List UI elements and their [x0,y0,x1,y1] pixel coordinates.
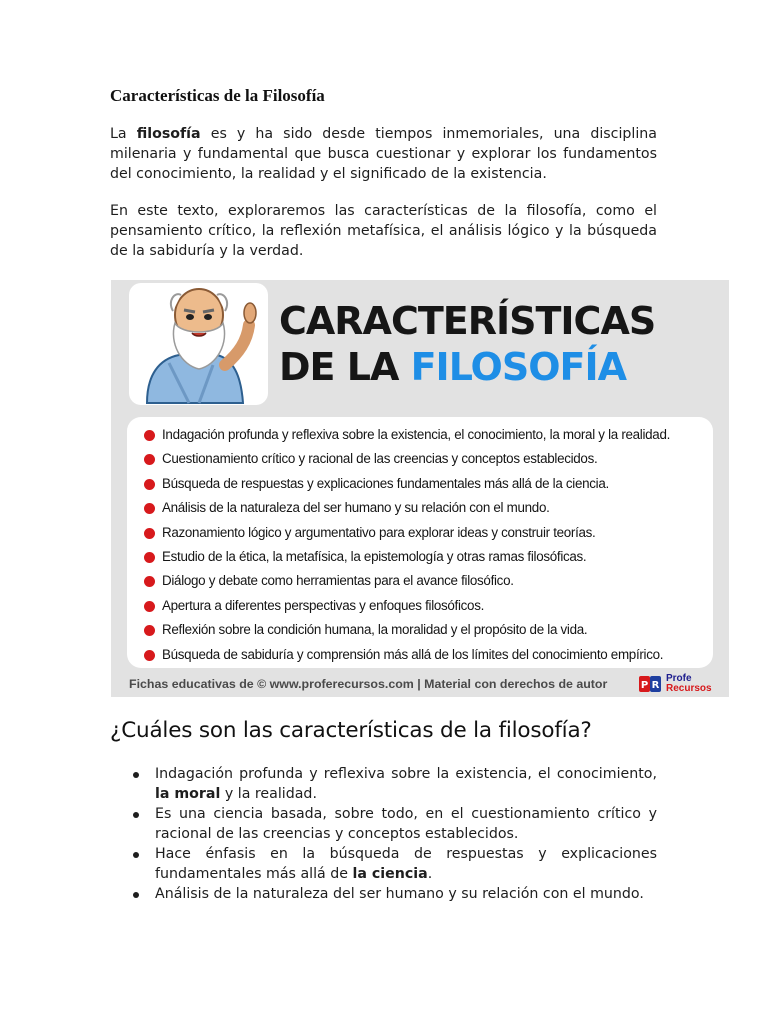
bullet-dot-icon [144,601,155,612]
profe-recursos-logo [639,674,729,694]
bullet-dot-icon [144,503,155,514]
characteristic-item [127,594,713,618]
bullet-list [110,764,657,904]
bullet-dot-icon [144,625,155,636]
characteristic-item [127,545,713,569]
footer-right: Material con derechos de autor [424,677,608,691]
bullet-icon [133,812,139,818]
characteristics-list [127,417,713,667]
infographic-footer [129,674,729,694]
bullet-dot-icon [144,528,155,539]
bullet-text: Hace énfasis en la búsqueda de respuestas y explicaciones fundamentales más allá de [155,846,657,882]
title-line-2-part-a: DE LA [279,345,411,389]
bullet-dot-icon [144,479,155,490]
bullet-dot-icon [144,650,155,661]
characteristic-item [127,447,713,471]
svg-text:P: P [640,680,649,691]
characteristic-item [127,643,713,667]
characteristic-text: Búsqueda de respuestas y explicaciones fundamentales más allá de la ciencia. [162,475,609,491]
characteristic-item [127,423,713,447]
bullet-text: Indagación profunda y reflexiva sobre la existencia, el conocimiento, [155,766,657,782]
characteristic-text: Búsqueda de sabiduría y comprensión más allá de los límites del conocimiento empírico. [162,646,664,662]
infographic [111,280,729,697]
bullet-dot-icon [144,576,155,587]
characteristic-text: Apertura a diferentes perspectivas y enfoques filosóficos. [162,597,485,613]
characteristic-text: Reflexión sobre la condición humana, la moralidad y el propósito de la vida. [162,622,588,638]
characteristic-text: Análisis de la naturaleza del ser humano y su relación con el mundo. [162,500,550,516]
characteristic-text: Indagación profunda y reflexiva sobre la existencia, el conocimiento, la moral y la realidad. [162,427,671,442]
characteristic-item [127,496,713,520]
bullet-text: Análisis de la naturaleza del ser humano y su relación con el mundo. [155,886,644,902]
title-line-2 [279,344,655,390]
footer-left: Fichas educativas de © www.proferecursos.com | [129,677,421,691]
intro-paragraph [110,124,657,184]
title-line-2-accent: FILOSOFÍA [410,345,627,389]
svg-text:R: R [651,680,660,691]
bullet-item [110,804,657,844]
logo-text [666,674,712,694]
characteristic-item [127,569,713,593]
title-line-1: CARACTERÍSTICAS [279,299,656,343]
bullet-bold-text: la ciencia [352,866,428,882]
philosopher-illustration [129,283,268,405]
bullet-item [110,844,657,884]
bullet-bold-text: la moral [155,786,221,802]
bullet-text: Es una ciencia basada, sobre todo, en el cuestionamiento crítico y racional de las creencias y conceptos establecidos. [155,806,657,842]
intro-post: es y ha sido desde tiempos inmemoriales, una disciplina milenaria y fundamental que busca cuestionar y explorar los fundamentos del conocimiento, la realidad y el significado de la existencia. [110,126,657,182]
second-paragraph: En este texto, exploraremos las características de la filosofía, como el pensamiento crítico, la reflexión metafísica, el análisis lógico y la búsqueda de la sabiduría y la verdad. [110,203,657,259]
intro-pre: La [110,126,137,142]
logo-icon [639,674,663,694]
bullet-icon [133,772,139,778]
bullet-dot-icon [144,454,155,465]
bullet-text-end: . [427,866,433,882]
intro-term: filosofía [136,126,201,142]
characteristic-text: Estudio de la ética, la metafísica, la epistemología y otras ramas filosóficas. [162,548,587,564]
bullet-dot-icon [144,430,155,441]
characteristic-text: Cuestionamiento crítico y racional de las creencias y conceptos establecidos. [162,451,598,467]
bullet-item [110,764,657,804]
characteristic-text: Diálogo y debate como herramientas para el avance filosófico. [162,573,514,589]
bullet-icon [133,852,139,858]
logo-top: Profe [666,673,692,684]
bullet-item [110,884,657,904]
characteristic-item [127,521,713,545]
characteristic-item [127,618,713,642]
bullet-icon [133,892,139,898]
bullet-dot-icon [144,552,155,563]
infographic-title [279,298,655,390]
philosopher-icon [129,283,268,405]
logo-bottom: Recursos [666,683,712,694]
section-heading: ¿Cuáles son las características de la filosofía? [110,718,592,743]
bullet-text-end: y la realidad. [220,786,317,802]
characteristic-text: Razonamiento lógico y argumentativo para explorar ideas y construir teorías. [162,524,596,540]
document-title: Características de la Filosofía [110,86,325,105]
characteristic-item [127,472,713,496]
characteristics-card [127,417,713,668]
